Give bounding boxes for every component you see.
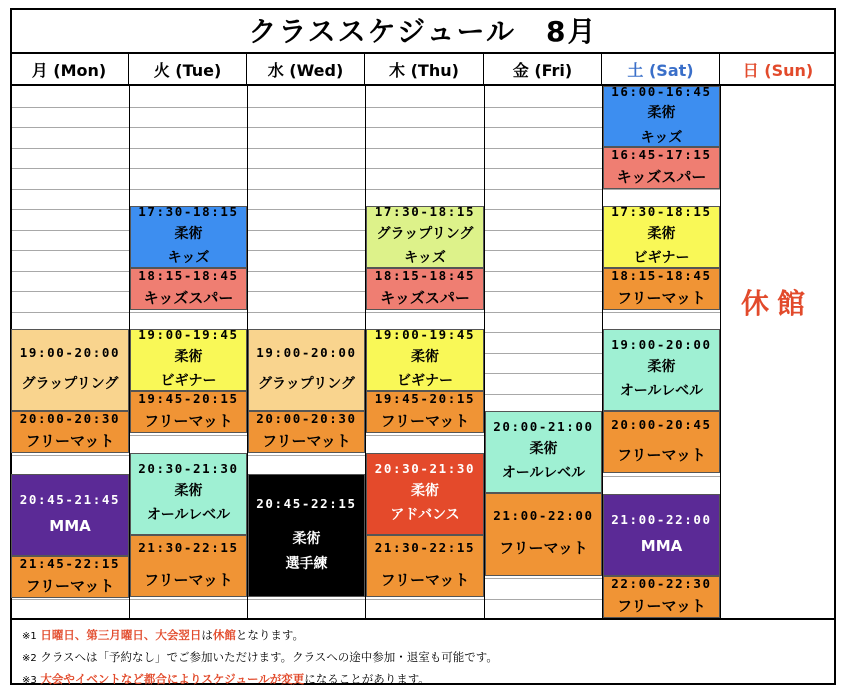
- class-name: フリーマット: [617, 288, 706, 307]
- class-name: フリーマット: [617, 596, 706, 615]
- class-block: [11, 411, 129, 453]
- note-text: になることがあります。: [304, 672, 430, 686]
- class-block: [603, 268, 720, 310]
- class-block: [366, 268, 484, 310]
- class-name: MMA: [640, 536, 683, 555]
- class-block: [11, 329, 129, 411]
- class-block: [366, 453, 484, 535]
- class-name: キッズスパー: [616, 167, 707, 186]
- class-time: 17:30-18:15: [611, 206, 712, 220]
- grid-row-line: [12, 189, 720, 190]
- class-name: 柔術: [411, 348, 439, 365]
- class-name: フリーマット: [144, 411, 233, 430]
- class-block: [130, 535, 247, 597]
- class-level: キッズ: [167, 250, 210, 267]
- class-name: 柔術: [529, 440, 558, 457]
- note-text: クラスへは「予約なし」でご参加いただけます。クラスへの途中参加・退室も可能です。: [40, 650, 498, 664]
- class-time: 17:30-18:15: [138, 206, 239, 220]
- class-block: [130, 453, 247, 535]
- header-wed: 水 (Wed): [247, 54, 365, 86]
- class-name: フリーマット: [262, 431, 351, 450]
- class-block: [366, 391, 484, 433]
- class-block: [248, 474, 365, 597]
- note-emphasis: 休館: [212, 628, 236, 642]
- class-time: 21:30-22:15: [138, 539, 239, 555]
- class-block: [130, 391, 247, 433]
- class-time: 21:45-22:15: [19, 556, 121, 571]
- class-block: [485, 411, 602, 493]
- class-time: 18:15-18:45: [138, 268, 239, 283]
- note-1: [22, 625, 836, 647]
- class-time: 21:30-22:15: [374, 539, 476, 555]
- class-time: 21:00-22:00: [493, 508, 594, 524]
- class-time: 19:45-20:15: [138, 391, 239, 406]
- class-block: [366, 329, 484, 391]
- class-block: [248, 329, 365, 411]
- class-time: 16:00-16:45: [611, 86, 712, 99]
- class-block: [248, 411, 365, 453]
- class-time: 18:15-18:45: [611, 268, 712, 283]
- class-level: 選手練: [285, 555, 328, 572]
- note-text: となります。: [235, 628, 304, 642]
- class-block: [130, 329, 247, 391]
- grid-column-line: [720, 86, 721, 618]
- sunday-closed-label: 休館: [740, 287, 813, 320]
- class-block: [11, 474, 129, 556]
- class-name: キッズスパー: [380, 288, 470, 307]
- class-time: 20:00-20:30: [256, 411, 357, 426]
- header-thu: 木 (Thu): [365, 54, 484, 86]
- class-name: キッズスパー: [143, 288, 234, 307]
- class-time: 19:45-20:15: [374, 391, 476, 406]
- class-name: フリーマット: [499, 539, 588, 558]
- note-3: [22, 669, 836, 691]
- note-mark: ※2: [22, 653, 37, 664]
- class-name: 柔術: [174, 225, 203, 242]
- class-name: フリーマット: [144, 570, 233, 589]
- class-name: 柔術: [411, 482, 439, 499]
- class-time: 21:00-22:00: [611, 511, 712, 527]
- class-name: フリーマット: [380, 411, 470, 430]
- class-block: [603, 147, 720, 189]
- class-name: フリーマット: [25, 576, 115, 595]
- class-level: ビギナー: [397, 373, 453, 390]
- class-time: 19:00-19:45: [374, 329, 476, 343]
- note-emphasis: 日曜日、第三月曜日、大会翌日: [40, 628, 202, 642]
- class-level: ビギナー: [160, 373, 217, 390]
- class-time: 16:45-17:15: [611, 147, 712, 162]
- class-time: 18:15-18:45: [374, 268, 476, 283]
- class-block: [130, 206, 247, 268]
- note-emphasis: 大会やイベントなど都合によりスケジュールが変更: [40, 672, 305, 686]
- class-time: 20:30-21:30: [374, 461, 476, 477]
- class-level: アドバンス: [390, 507, 460, 524]
- class-name: 柔術: [174, 348, 203, 365]
- class-block: [11, 556, 129, 598]
- class-block: [130, 268, 247, 310]
- class-time: 20:30-21:30: [138, 461, 239, 477]
- class-level: キッズ: [640, 129, 683, 146]
- header-mon: 月 (Mon): [10, 54, 129, 86]
- class-name: フリーマット: [617, 445, 706, 464]
- class-name: MMA: [49, 516, 91, 535]
- class-time: 20:00-21:00: [493, 419, 594, 435]
- class-block: [603, 576, 720, 618]
- class-block: [366, 206, 484, 268]
- note-mark: ※3: [22, 675, 37, 686]
- class-time: 20:00-20:30: [19, 411, 121, 426]
- class-time: 20:45-21:45: [19, 491, 121, 507]
- header-tue: 火 (Tue): [129, 54, 247, 86]
- class-level: オールレベル: [146, 507, 231, 524]
- class-time: 20:00-20:45: [611, 416, 712, 432]
- class-block: [603, 329, 720, 411]
- class-level: オールレベル: [501, 465, 586, 482]
- notes-section: [10, 618, 836, 685]
- class-time: 22:00-22:30: [611, 576, 712, 591]
- class-name: 柔術: [292, 531, 321, 548]
- class-level: オールレベル: [619, 383, 704, 400]
- class-level: キッズ: [404, 250, 446, 267]
- class-block: [603, 86, 720, 147]
- page-title: クラススケジュール 8月: [10, 8, 836, 54]
- class-block: [603, 494, 720, 576]
- class-time: 19:00-19:45: [138, 329, 239, 343]
- class-time: 19:00-20:00: [611, 337, 712, 353]
- header-sat: 土 (Sat): [602, 54, 720, 86]
- header-fri: 金 (Fri): [484, 54, 602, 86]
- grid-row-line: [12, 312, 720, 313]
- class-time: 17:30-18:15: [374, 206, 476, 220]
- class-block: [603, 206, 720, 268]
- class-name: グラップリング: [376, 225, 474, 242]
- note-text: は: [201, 628, 213, 642]
- class-time: 19:00-20:00: [19, 344, 121, 360]
- class-block: [485, 493, 602, 576]
- note-mark: ※1: [22, 631, 37, 642]
- class-name: 柔術: [174, 482, 203, 499]
- note-2: [22, 647, 836, 669]
- class-name: グラップリング: [258, 375, 355, 392]
- class-block: [603, 411, 720, 473]
- header-sun: 日 (Sun): [720, 54, 836, 86]
- class-level: ビギナー: [633, 250, 690, 267]
- class-time: 19:00-20:00: [256, 344, 357, 360]
- class-name: グラップリング: [21, 375, 119, 392]
- class-name: フリーマット: [380, 570, 470, 589]
- class-name: 柔術: [647, 225, 676, 242]
- class-name: 柔術: [647, 358, 676, 375]
- class-name: 柔術: [647, 105, 676, 122]
- class-time: 20:45-22:15: [256, 495, 357, 511]
- class-name: フリーマット: [25, 431, 115, 450]
- class-block: [366, 535, 484, 597]
